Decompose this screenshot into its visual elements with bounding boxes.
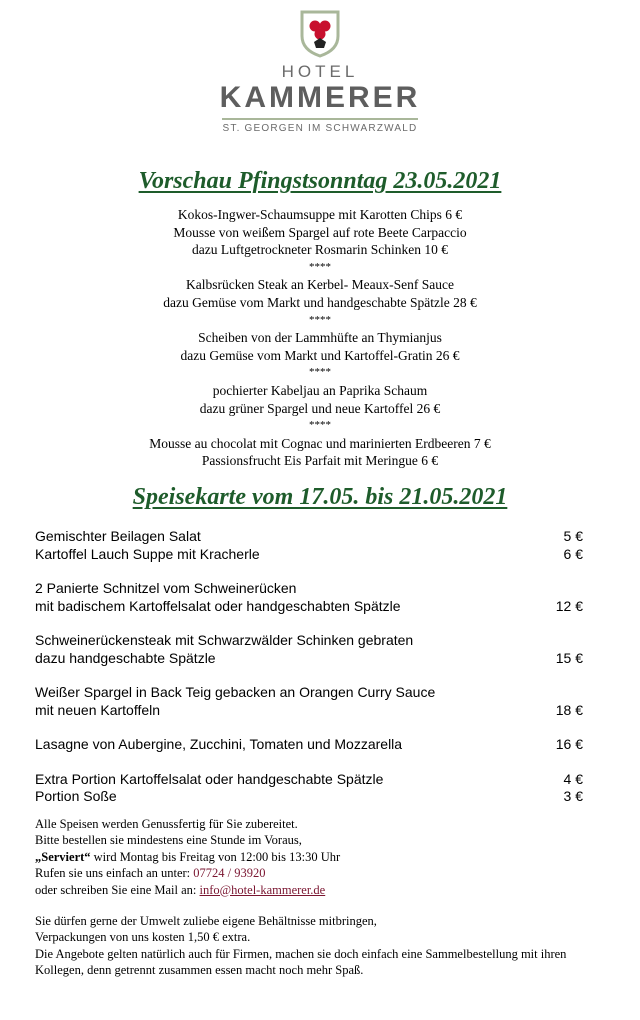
preview-heading: Vorschau Pfingstsonntag 23.05.2021 (138, 168, 502, 194)
carte-item (35, 632, 583, 650)
item-price: 15 € (555, 649, 583, 666)
menu-line: Scheiben von der Lammhüfte an Thymianjus (198, 330, 442, 346)
item-price: 5 € (563, 528, 583, 544)
carte-item (35, 702, 583, 720)
note-line: „Serviert“ wird Montag bis Freitag von 12:00 bis 13:30 Uhr (35, 849, 341, 864)
phone-number[interactable]: 07724 / 93920 (193, 866, 266, 881)
carte-item (35, 788, 583, 806)
note-line: Alle Speisen werden Genussfertig für Sie zubereitet. (35, 817, 298, 831)
item-text: Lasagne von Aubergine, Zucchini, Tomaten und Mozzarella (35, 736, 403, 752)
item-price: 12 € (555, 597, 583, 614)
menu-separator: **** (309, 313, 331, 326)
logo-divider (222, 118, 418, 120)
menu-separator: **** (309, 419, 331, 432)
note-line: Verpackungen von uns kosten 1,50 € extra. (35, 930, 251, 945)
menu-line: Kalbsrücken Steak an Kerbel- Meaux-Senf Sauce (185, 277, 455, 293)
note-line: Die Angebote gelten natürlich auch für Firmen, machen sie doch einfach eine Sammelbestellung mit ihren (35, 946, 567, 961)
carte-item (35, 580, 583, 598)
item-price: 16 € (555, 736, 583, 752)
served-label: „Serviert“ (35, 849, 91, 864)
item-text: mit badischem Kartoffelsalat oder handgeschabten Spätzle (35, 597, 401, 614)
menu-line: Kokos-Ingwer-Schaumsuppe mit Karotten Chips 6 € (177, 207, 463, 222)
menu-line: dazu Gemüse vom Markt und handgeschabte Spätzle 28 € (163, 294, 477, 310)
menu-line: Mousse von weißem Spargel auf rote Beete Carpaccio (173, 224, 467, 240)
menu-line: dazu Gemüse vom Markt und Kartoffel-Gratin 26 € (180, 347, 460, 363)
order-notes (35, 816, 635, 979)
logo-hotel-name: KAMMERER (219, 81, 421, 114)
item-price: 6 € (563, 545, 583, 562)
shield-logo-icon (298, 8, 342, 58)
menu-separator: **** (309, 366, 331, 379)
hotel-logo (0, 8, 640, 134)
item-text: Kartoffel Lauch Suppe mit Kracherle (35, 545, 260, 562)
menu-line: pochierter Kabeljau an Paprika Schaum (212, 382, 428, 398)
note-line: Kollegen, denn getrennt zusammen essen macht noch mehr Spaß. (35, 963, 364, 978)
note-line: Bitte bestellen sie mindestens eine Stunde im Voraus, (35, 833, 302, 848)
carte-item (35, 650, 583, 668)
item-text: dazu handgeschabte Spätzle (35, 649, 216, 666)
carte-item (35, 528, 583, 546)
item-text: Schweinerückensteak mit Schwarzwälder Schinken gebraten (35, 632, 414, 648)
note-line: Sie dürfen gerne der Umwelt zuliebe eigene Behältnisse mitbringen, (35, 914, 377, 929)
item-text: Gemischter Beilagen Salat (35, 528, 201, 544)
carte-item (35, 736, 583, 754)
menu-separator: **** (309, 260, 331, 273)
note-line: Rufen sie uns einfach an unter: 07724 / 93920 (35, 866, 266, 881)
email-link[interactable]: info@hotel-kammerer.de (199, 882, 326, 897)
note-line: oder schreiben Sie eine Mail an: info@hotel-kammerer.de (35, 882, 326, 897)
item-text: Weißer Spargel in Back Teig gebacken an Orangen Curry Sauce (35, 684, 436, 700)
menu-line: dazu Luftgetrockneter Rosmarin Schinken 10 € (191, 242, 449, 258)
carte-item (35, 598, 583, 616)
carte-item (35, 684, 583, 702)
carte-list (35, 528, 583, 806)
carte-heading: Speisekarte vom 17.05. bis 21.05.2021 (132, 484, 508, 510)
item-price: 4 € (563, 770, 583, 787)
item-text: Portion Soße (35, 788, 117, 804)
item-price: 18 € (555, 701, 583, 718)
menu-line: Passionsfrucht Eis Parfait mit Meringue 6 € (201, 453, 439, 469)
item-text: mit neuen Kartoffeln (35, 701, 161, 718)
menu-line: Mousse au chocolat mit Cognac und marinierten Erdbeeren 7 € (149, 435, 491, 451)
item-text: 2 Panierte Schnitzel vom Schweinerücken (35, 580, 297, 596)
menu-line: dazu grüner Spargel und neue Kartoffel 26 € (199, 400, 441, 416)
logo-hotel-text: HOTEL (281, 62, 359, 81)
carte-item (35, 771, 583, 789)
item-text: Extra Portion Kartoffelsalat oder handgeschabte Spätzle (35, 770, 384, 787)
item-price: 3 € (563, 788, 583, 804)
preview-menu (0, 206, 640, 470)
carte-item (35, 546, 583, 564)
logo-subtitle: ST. GEORGEN IM SCHWARZWALD (222, 123, 418, 134)
